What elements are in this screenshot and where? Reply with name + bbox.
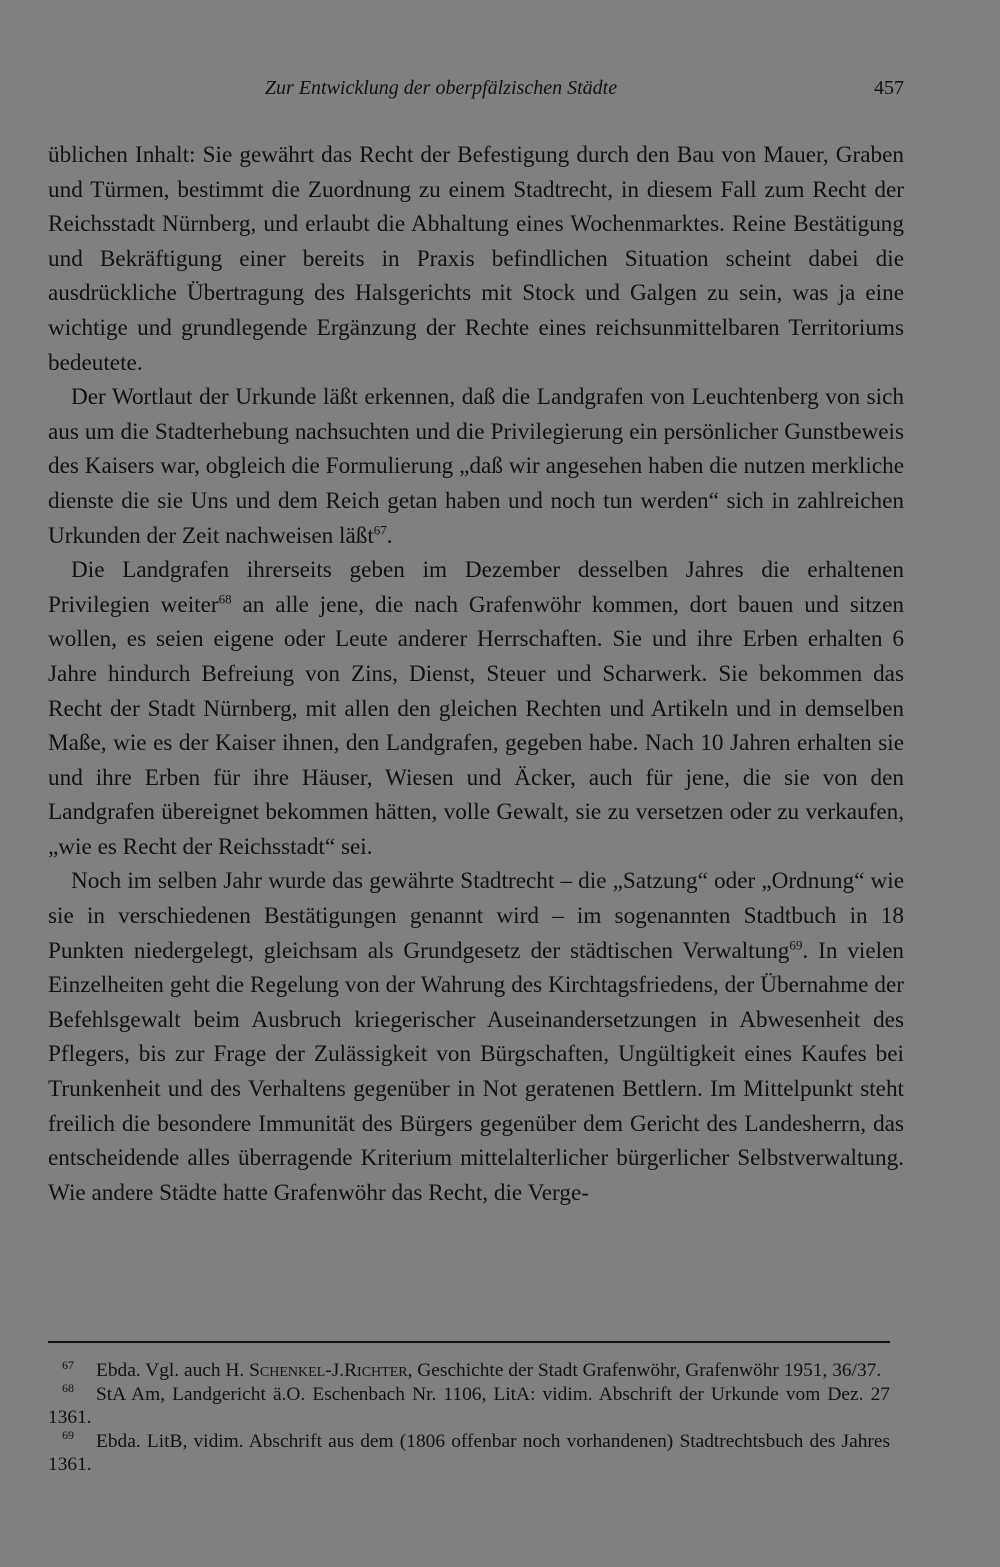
text-run: StA Am, Landgericht ä.O. Eschenbach Nr. 1106, LitA: vidim. Abschrift der Urkunde vom Dez. 27 1361. <box>48 1383 890 1428</box>
text-run: Ebda. LitB, vidim. Abschrift aus dem (1806 offenbar noch vorhandenen) Stadtrechtsbuch des Jahres 1361. <box>48 1430 890 1475</box>
footnote-marker: 69 <box>789 936 803 952</box>
footnote <box>48 1430 890 1477</box>
footnote-number: 69 <box>62 1428 74 1443</box>
footnote <box>48 1383 890 1430</box>
footnotes <box>48 1359 890 1477</box>
footnote-marker: 68 <box>218 590 232 606</box>
running-title: Zur Entwicklung der oberpfälzischen Städte <box>264 77 618 99</box>
paragraph <box>48 138 904 380</box>
text-run: , Geschichte der Stadt Grafenwöhr, Grafenwöhr 1951, 36/37. <box>407 1360 882 1381</box>
body-text <box>48 138 904 1210</box>
text-run: . In vielen Einzelheiten geht die Regelung von der Wahrung des Kirchtagsfriedens, der Übernahme der Befehlsgewalt beim Ausbruch kriegerischer Auseinandersetzungen in Abwesenheit des Pflegers, bis zur Frage der Zulässigkeit von Bürgschaften, Ungültigkeit eines Kaufes bei Trunkenheit und des Verhaltens gegenüber in Not geratenen Bettlern. Im Mittelpunkt steht freilich die besondere Immunität des Bürgers gegenüber dem Gericht des Landesherrn, das entscheidende alles überragende Kriterium mittelalterlicher bürgerlicher Selbstverwaltung. Wie andere Städte hatte Grafenwöhr das Recht, die Verge- <box>48 937 904 1206</box>
footnote-rule <box>48 1341 890 1343</box>
text-run: üblichen Inhalt: Sie gewährt das Recht der Befestigung durch den Bau von Mauer, Graben und Türmen, bestimmt die Zuordnung zu einem Stadtrecht, in diesem Fall zum Recht der Reichsstadt Nürnberg, und erlaubt die Abhaltung eines Wochenmarktes. Reine Bestätigung und Bekräftigung einer bereits in Praxis befindlichen Situation scheint dabei die ausdrückliche Übertragung des Halsgerichts mit Stock und Galgen zu sein, was ja eine wichtige und grundlegende Ergänzung der Rechte eines reichsunmittelbaren Territoriums bedeutete. <box>48 142 904 376</box>
text-run: -J. <box>325 1360 345 1381</box>
paragraph <box>48 380 904 553</box>
author-name: Richter <box>344 1360 408 1381</box>
book-page <box>48 0 904 1567</box>
text-run: . <box>386 522 393 549</box>
text-run: an alle jene, die nach Grafenwöhr kommen, dort bauen und sitzen wollen, es seien eigene oder Leute anderer Herrschaften. Sie und ihre Erben erhalten 6 Jahre hindurch Befreiung von Zins, Dienst, Steuer und Scharwerk. Sie bekommen das Recht der Stadt Nürnberg, mit allen den gleichen Rechten und Artikeln und in demselben Maße, wie es der Kaiser ihnen, den Landgrafen, gegeben habe. Nach 10 Jahren erhalten sie und ihre Erben für ihre Häuser, Wiesen und Äcker, auch für jene, die sie von den Landgrafen übereignet bekommen hätten, volle Gewalt, sie zu versetzen oder zu verkaufen, „wie es Recht der Reichsstadt“ sei. <box>48 591 904 860</box>
paragraph <box>48 553 904 864</box>
text-run: Noch im selben Jahr wurde das gewährte Stadtrecht – die „Satzung“ oder „Ordnung“ wie sie in verschiedenen Bestätigungen genannt wird – im sogenannten Stadtbuch in 18 Punkten niedergelegt, gleichsam als Grundgesetz der städtischen Verwaltung <box>48 868 904 964</box>
page-number: 457 <box>874 77 904 99</box>
paragraph <box>48 864 904 1210</box>
running-head <box>48 74 904 102</box>
author-name: Schenkel <box>249 1360 326 1381</box>
footnote-number: 68 <box>62 1381 74 1396</box>
text-run: Der Wortlaut der Urkunde läßt erkennen, daß die Landgrafen von Leuchtenberg von sich aus um die Stadterhebung nachsuchten und die Privilegierung ein persönlicher Gunstbeweis des Kaisers war, obgleich die Formulierung „daß wir angesehen haben die nutzen merkliche dienste die sie Uns und dem Reich getan haben und noch tun werden“ sich in zahlreichen Urkunden der Zeit nachweisen läßt <box>48 384 904 549</box>
footnote-marker: 67 <box>373 521 387 537</box>
footnote <box>48 1359 890 1383</box>
text-run: Die Landgrafen ihrerseits geben im Dezember desselben Jahres die erhaltenen Privilegien weiter <box>48 557 904 618</box>
footnote-number: 67 <box>62 1357 74 1372</box>
text-run: Ebda. Vgl. auch H. <box>96 1360 250 1381</box>
